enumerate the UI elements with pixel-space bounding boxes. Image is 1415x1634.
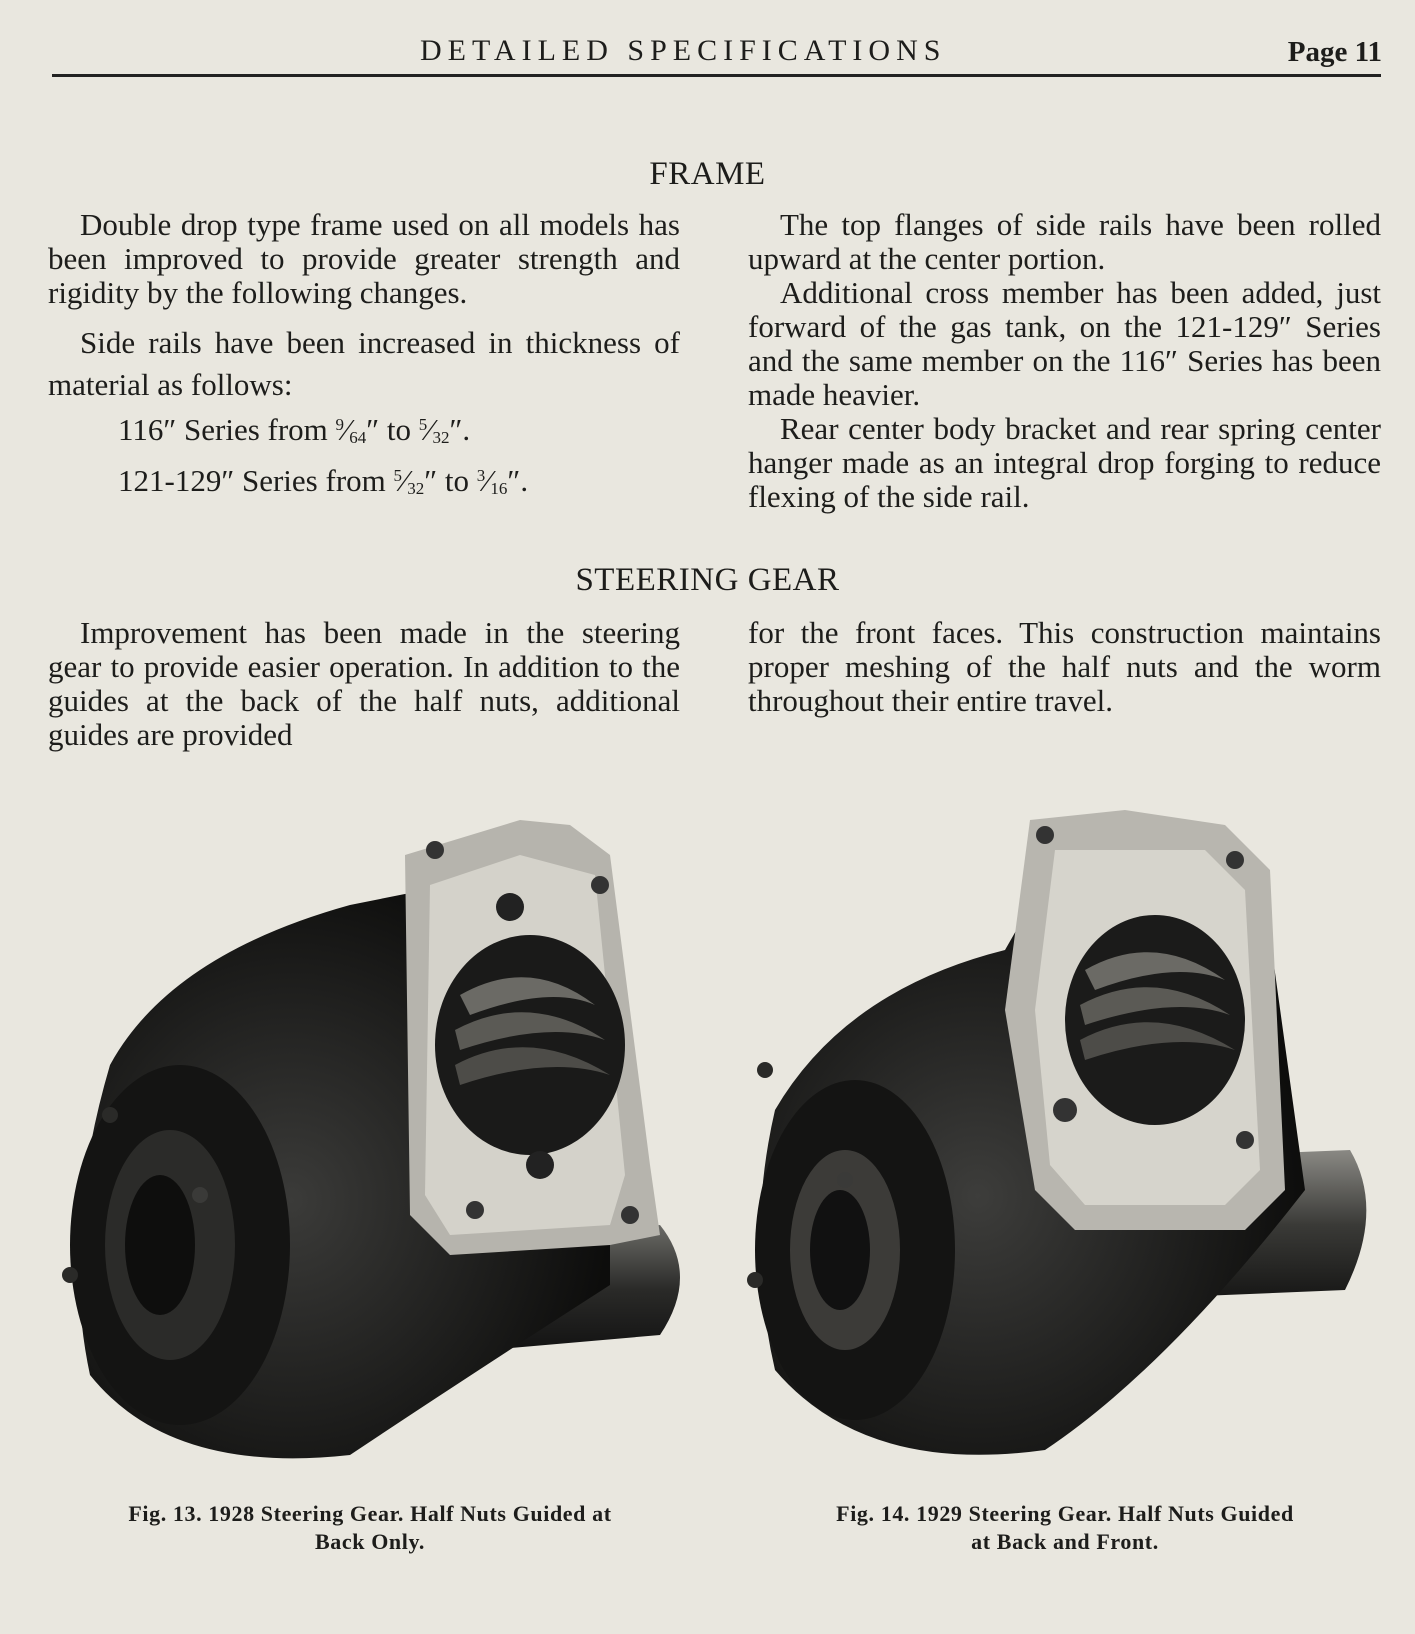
frame-right-paragraph-2: Additional cross member has been added, just forward of the gas tank, on the 121-129″ Series and the same member on the 116″ Series has been made heavier.: [748, 275, 1381, 412]
frame-right-paragraph-3: Rear center body bracket and rear spring center hanger made as an integral drop forging to reduce flexing of the side rail.: [748, 411, 1381, 514]
running-head: [0, 34, 1415, 74]
frame-left-column: [48, 208, 680, 508]
figure-14-caption-line-2: at Back and Front.: [971, 1529, 1159, 1554]
figure-14-caption: [745, 1500, 1385, 1556]
frame-spec-line-116: 116″ Series from $^9$⁄64″ to $^5$⁄32″.: [118, 412, 471, 447]
frame-heading: FRAME: [649, 156, 766, 192]
steering-heading: STEERING GEAR: [575, 562, 840, 598]
frame-left-paragraph-2: Side rails have been increased in thickness of material as follows:: [48, 325, 680, 402]
frame-left-paragraph-1: Double drop type frame used on all models has been improved to provide greater strength and rigidity by the following changes.: [48, 207, 680, 310]
steering-gear-1929-illustration: [745, 810, 1380, 1480]
steering-left-column: [48, 616, 680, 752]
figure-14-photo: [745, 810, 1380, 1480]
steering-gear-1928-illustration: [50, 815, 690, 1480]
steering-left-paragraph: Improvement has been made in the steering gear to provide easier operation. In addition to the guides at the back of the half nuts, additional guides are provided: [48, 615, 680, 752]
figure-13-caption-line-2: Back Only.: [315, 1529, 425, 1554]
steering-right-column: [748, 616, 1381, 718]
steering-right-paragraph: for the front faces. This construction maintains proper meshing of the half nuts and the worm throughout their entire travel.: [748, 615, 1381, 718]
frame-right-column: [748, 208, 1381, 514]
running-title: DETAILED SPECIFICATIONS: [420, 34, 947, 67]
figure-13-caption: [50, 1500, 690, 1556]
figure-13-caption-line-1: Fig. 13. 1928 Steering Gear. Half Nuts Guided at: [128, 1501, 612, 1526]
header-rule: [52, 74, 1381, 77]
frame-spec-line-121-129: 121-129″ Series from $^5$⁄32″ to $^3$⁄16″.: [118, 463, 529, 498]
page-number: Page 11: [1287, 36, 1382, 68]
figure-14-caption-line-1: Fig. 14. 1929 Steering Gear. Half Nuts Guided: [836, 1501, 1294, 1526]
frame-right-paragraph-1: The top flanges of side rails have been rolled upward at the center portion.: [748, 207, 1381, 276]
figure-13-photo: [50, 815, 690, 1480]
